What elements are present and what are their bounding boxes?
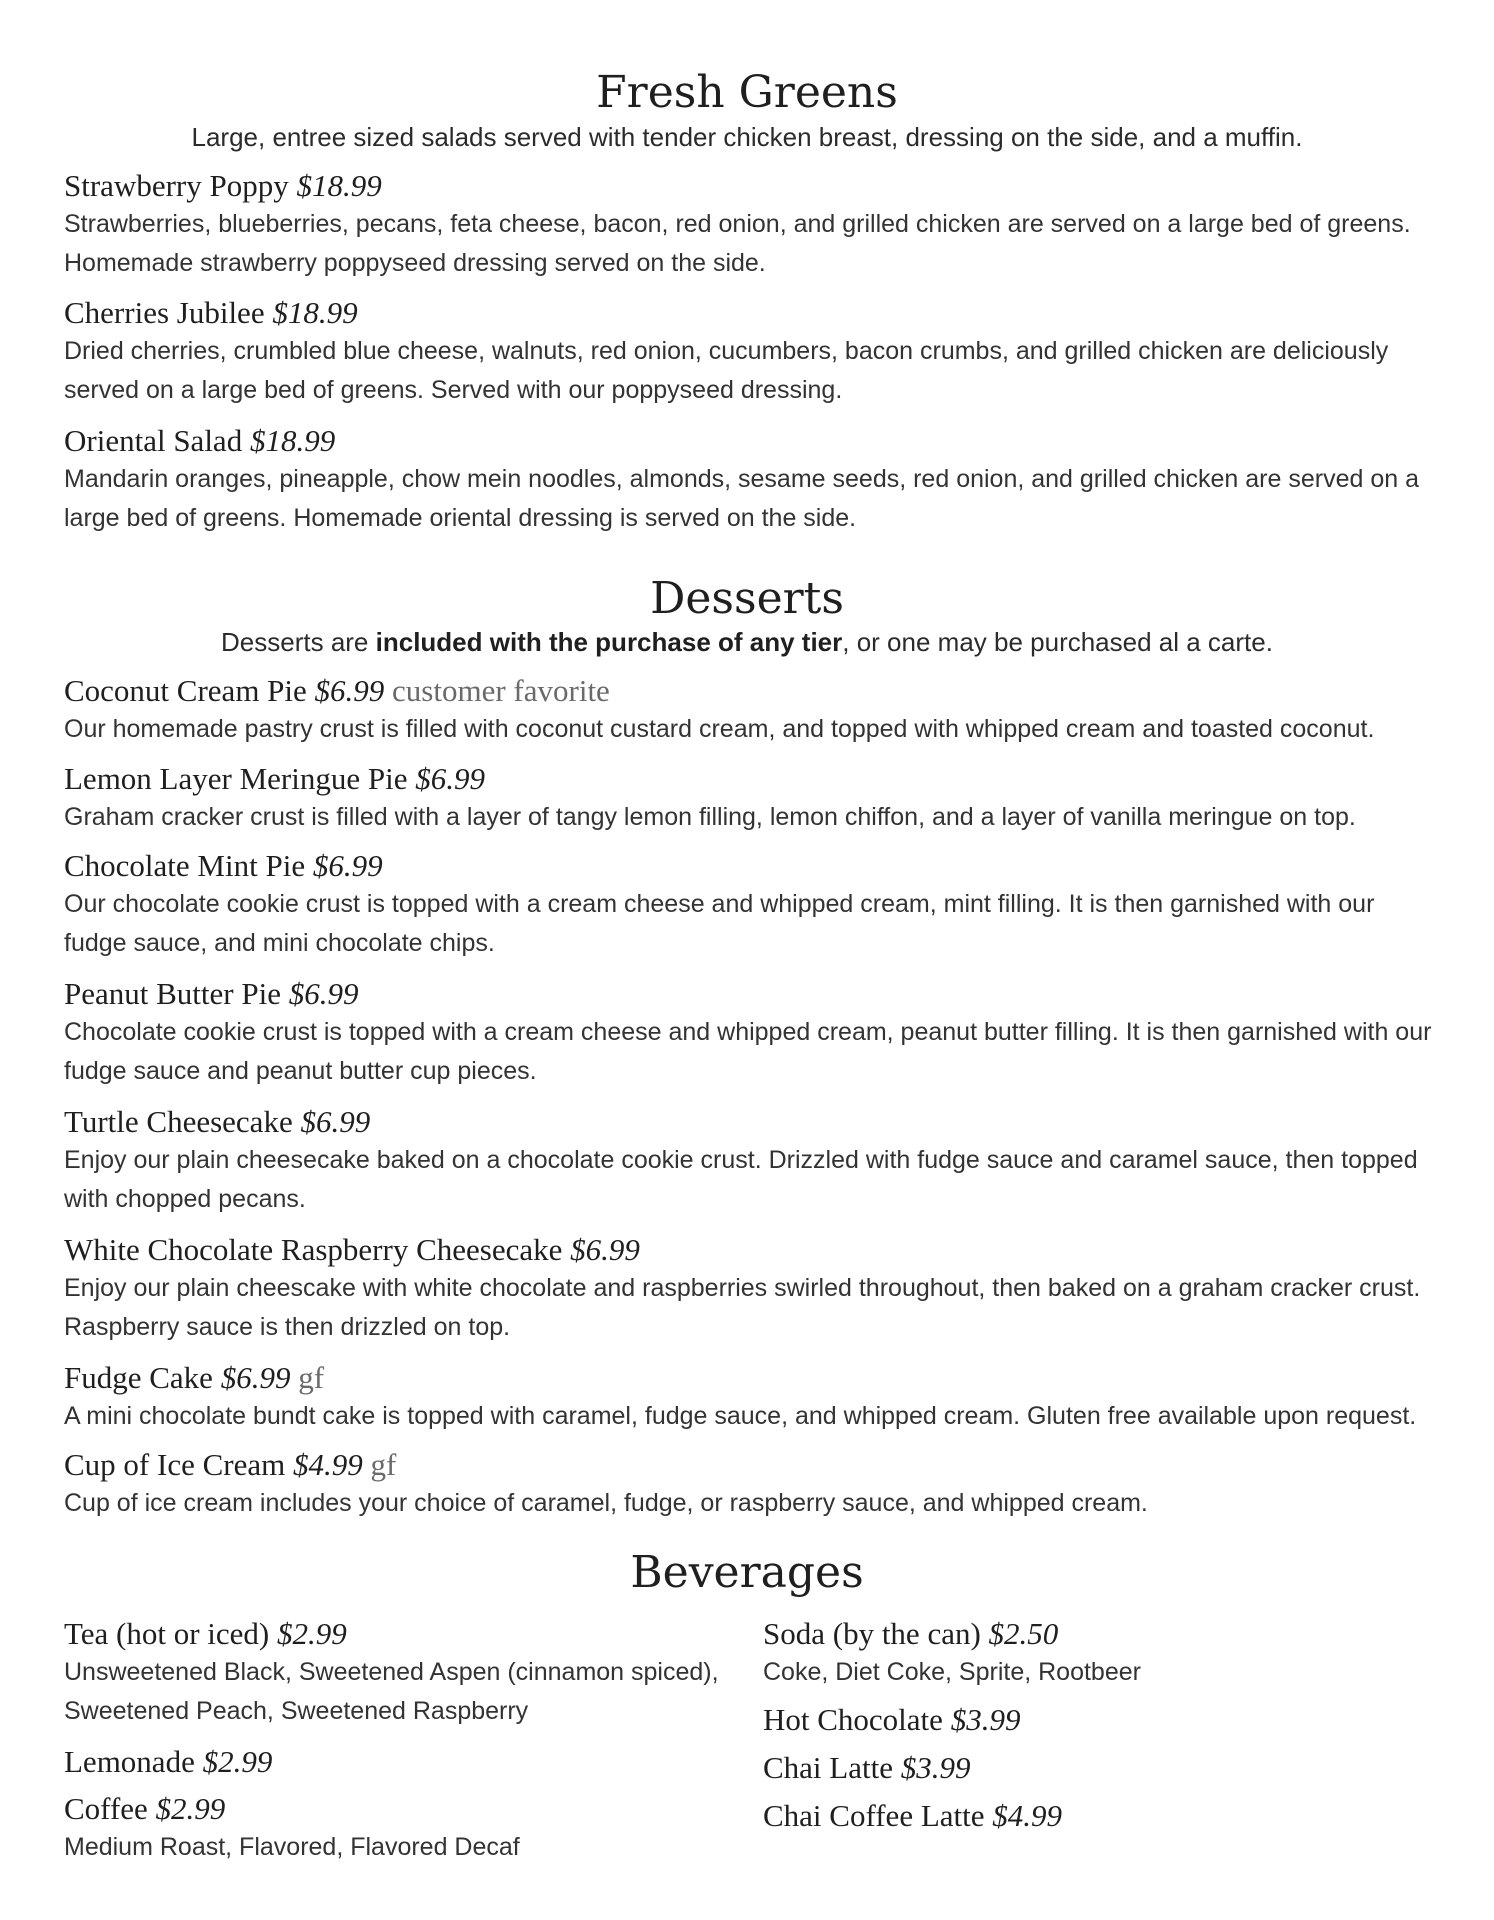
- menu-item-cherries-jubilee: [64, 294, 1434, 410]
- item-name: Soda (by the can): [763, 1616, 981, 1651]
- item-tag: customer favorite: [392, 673, 610, 708]
- item-description: Dried cherries, crumbled blue cheese, walnuts, red onion, cucumbers, bacon crumbs, and grilled chicken are deliciously served on a large bed of greens. Served with our poppyseed dressing.: [64, 337, 1389, 404]
- item-description: Our chocolate cookie crust is topped with a cream cheese and whipped cream, mint filling. It is then garnished with our fudge sauce, and mini chocolate chips.: [64, 890, 1375, 957]
- menu-item-lemonade: [64, 1743, 272, 1781]
- menu-item-white-chocolate-raspberry-cheesecake: [64, 1231, 1434, 1347]
- item-price: $6.99: [300, 1104, 371, 1139]
- item-price: $6.99: [220, 1360, 291, 1395]
- menu-item-hot-chocolate: [763, 1701, 1020, 1739]
- item-price: $18.99: [296, 168, 382, 203]
- desserts-subtitle-post: , or one may be purchased al a carte.: [842, 627, 1273, 657]
- item-price: $6.99: [570, 1232, 640, 1267]
- item-description: Graham cracker crust is filled with a layer of tangy lemon filling, lemon chiffon, and a layer of vanilla meringue on top.: [64, 803, 1356, 831]
- item-price: $6.99: [288, 976, 359, 1011]
- item-name: Turtle Cheesecake: [64, 1104, 293, 1139]
- item-price: $4.99: [292, 1447, 363, 1482]
- menu-item-oriental-salad: [64, 422, 1434, 538]
- item-price: $2.50: [988, 1616, 1059, 1651]
- item-description: Strawberries, blueberries, pecans, feta cheese, bacon, red onion, and grilled chicken are served on a large bed of greens. Homemade strawberry poppyseed dressing served on the side.: [64, 210, 1411, 277]
- item-name: Coconut Cream Pie: [64, 673, 307, 708]
- item-name: Chai Latte: [763, 1750, 893, 1785]
- fresh-greens-title: Fresh Greens: [596, 67, 898, 118]
- desserts-subtitle-bold: included with the purchase of any tier: [375, 627, 843, 657]
- item-price: $2.99: [155, 1791, 226, 1826]
- item-description: Unsweetened Black, Sweetened Aspen (cinnamon spiced), Sweetened Peach, Sweetened Raspberry: [64, 1658, 719, 1725]
- fresh-greens-subtitle: Large, entree sized salads served with tender chicken breast, dressing on the side, and a muffin.: [191, 122, 1303, 152]
- item-description: Medium Roast, Flavored, Flavored Decaf: [64, 1833, 520, 1861]
- menu-item-soda: [763, 1615, 1443, 1692]
- item-name: Chocolate Mint Pie: [64, 848, 306, 883]
- item-description: Our homemade pastry crust is filled with coconut custard cream, and topped with whipped cream and toasted coconut.: [64, 715, 1375, 743]
- item-price: $6.99: [312, 848, 383, 883]
- item-description: A mini chocolate bundt cake is topped with caramel, fudge sauce, and whipped cream. Gluten free available upon request.: [64, 1402, 1417, 1430]
- menu-item-chocolate-mint-pie: [64, 847, 1434, 963]
- item-price: $18.99: [272, 295, 358, 330]
- menu-item-coffee: [64, 1790, 744, 1867]
- item-name: Strawberry Poppy: [64, 168, 289, 203]
- menu-item-turtle-cheesecake: [64, 1103, 1434, 1219]
- desserts-title: Desserts: [650, 573, 844, 624]
- menu-item-coconut-cream-pie: [64, 672, 1434, 749]
- item-name: Chai Coffee Latte: [763, 1798, 985, 1833]
- item-price: $2.99: [202, 1744, 273, 1779]
- item-price: $3.99: [950, 1702, 1021, 1737]
- item-description: Chocolate cookie crust is topped with a cream cheese and whipped cream, peanut butter filling. It is then garnished with our fudge sauce and peanut butter cup pieces.: [64, 1018, 1432, 1085]
- item-price: $4.99: [992, 1798, 1063, 1833]
- item-description: Enjoy our plain cheescake with white chocolate and raspberries swirled throughout, then baked on a graham cracker crust. Raspberry sauce is then drizzled on top.: [64, 1274, 1421, 1341]
- menu-item-fudge-cake: [64, 1359, 1434, 1436]
- desserts-subtitle: [0, 626, 1494, 658]
- item-name: Fudge Cake: [64, 1360, 213, 1395]
- item-price: $6.99: [415, 761, 485, 796]
- item-name: Peanut Butter Pie: [64, 976, 281, 1011]
- item-price: $6.99: [314, 673, 385, 708]
- item-price: $3.99: [900, 1750, 971, 1785]
- item-name: Cup of Ice Cream: [64, 1447, 286, 1482]
- item-price: $18.99: [249, 423, 336, 458]
- menu-item-peanut-butter-pie: [64, 975, 1434, 1091]
- item-tag: gf: [298, 1360, 325, 1395]
- menu-item-strawberry-poppy: [64, 167, 1434, 283]
- item-name: Cherries Jubilee: [64, 295, 265, 330]
- item-price: $2.99: [277, 1616, 347, 1651]
- item-name: Lemon Layer Meringue Pie: [64, 761, 408, 796]
- item-name: White Chocolate Raspberry Cheesecake: [64, 1232, 563, 1267]
- menu-item-lemon-layer-meringue-pie: [64, 760, 1434, 837]
- item-description: Cup of ice cream includes your choice of caramel, fudge, or raspberry sauce, and whipped cream.: [64, 1489, 1148, 1517]
- menu-item-tea: [64, 1615, 744, 1731]
- item-description: Coke, Diet Coke, Sprite, Rootbeer: [763, 1658, 1141, 1686]
- item-name: Coffee: [64, 1791, 148, 1826]
- item-name: Oriental Salad: [64, 423, 243, 458]
- item-description: Enjoy our plain cheesecake baked on a chocolate cookie crust. Drizzled with fudge sauce and caramel sauce, then topped with chopped pecans.: [64, 1146, 1418, 1213]
- menu-item-chai-coffee-latte: [763, 1797, 1062, 1835]
- item-name: Lemonade: [64, 1744, 195, 1779]
- desserts-subtitle-pre: Desserts are: [221, 627, 376, 657]
- beverages-title: Beverages: [630, 1547, 864, 1598]
- menu-item-cup-of-ice-cream: [64, 1446, 1434, 1523]
- menu-item-chai-latte: [763, 1749, 970, 1787]
- item-tag: gf: [370, 1447, 397, 1482]
- item-name: Hot Chocolate: [763, 1702, 943, 1737]
- item-name: Tea (hot or iced): [64, 1616, 270, 1651]
- item-description: Mandarin oranges, pineapple, chow mein noodles, almonds, sesame seeds, red onion, and grilled chicken are served on a large bed of greens. Homemade oriental dressing is served on the side.: [64, 465, 1419, 532]
